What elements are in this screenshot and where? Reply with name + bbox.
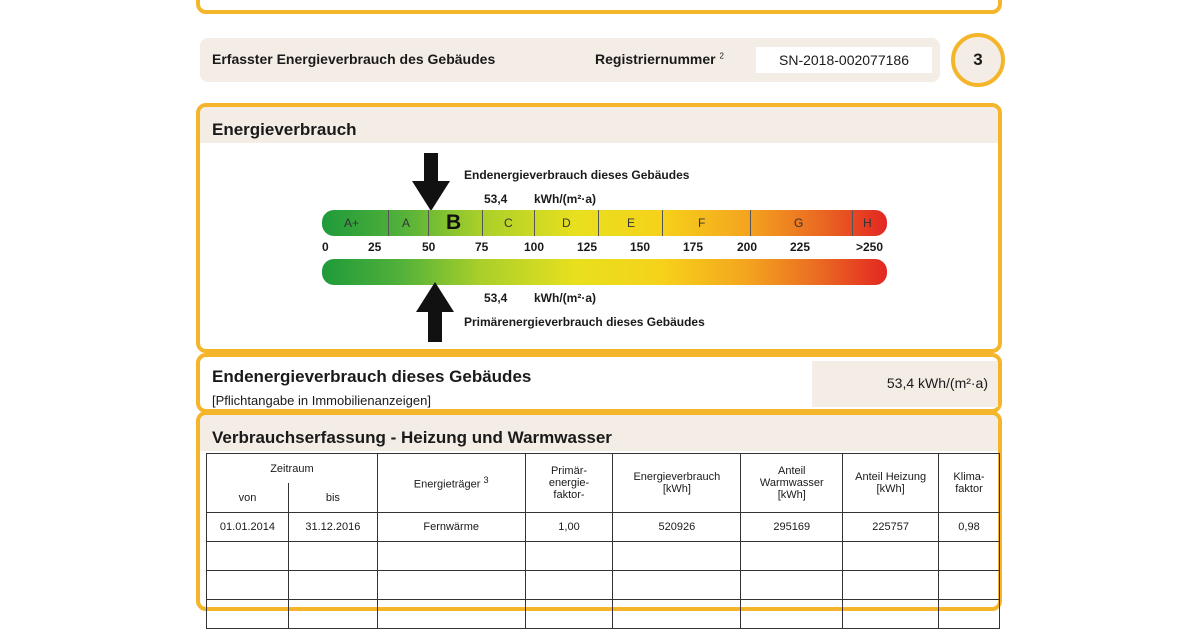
empty-cell	[377, 571, 525, 600]
end-energy-arrow-icon	[412, 153, 450, 211]
class-label: D	[562, 216, 571, 230]
end-energy-label: Endenergieverbrauch dieses Gebäudes	[464, 168, 690, 182]
class-label: A	[402, 216, 411, 230]
empty-cell	[939, 542, 1000, 571]
empty-cell	[613, 571, 741, 600]
empty-cell	[288, 571, 377, 600]
header-heating: Anteil Heizung [kWh]	[843, 454, 939, 513]
page-header	[200, 38, 940, 82]
empty-cell	[377, 600, 525, 629]
empty-cell	[613, 542, 741, 571]
class-divider	[428, 210, 429, 236]
primary-energy-arrow-icon	[416, 282, 454, 342]
table-row	[207, 513, 1000, 542]
empty-cell	[741, 571, 843, 600]
cell-carrier: Fernwärme	[377, 513, 525, 542]
consumption-table	[206, 453, 1000, 629]
empty-cell	[613, 600, 741, 629]
section-header	[200, 107, 998, 143]
class-divider	[750, 210, 751, 236]
cell-from: 01.01.2014	[207, 513, 289, 542]
class-divider	[534, 210, 535, 236]
empty-cell	[843, 542, 939, 571]
header-from: von	[207, 483, 289, 513]
empty-cell	[525, 542, 613, 571]
empty-cell	[288, 600, 377, 629]
scale-tick: 175	[683, 240, 704, 254]
empty-cell	[939, 600, 1000, 629]
cell-to: 31.12.2016	[288, 513, 377, 542]
scale-tick: 50	[422, 240, 436, 254]
registration-footnote: 2	[719, 51, 724, 61]
class-label: A+	[344, 216, 360, 230]
end-energy-summary-section	[196, 353, 1002, 413]
scale-tick: 200	[737, 240, 758, 254]
table-row	[207, 571, 1000, 600]
cell-climate-factor: 0,98	[939, 513, 1000, 542]
active-class-label: B	[446, 211, 462, 234]
cell-heating: 225757	[843, 513, 939, 542]
scale-tick: >250	[856, 240, 884, 254]
class-divider	[852, 210, 853, 236]
empty-cell	[939, 571, 1000, 600]
energy-class-scale	[322, 210, 887, 236]
scale-tick: 75	[475, 240, 489, 254]
empty-cell	[843, 600, 939, 629]
empty-cell	[207, 542, 289, 571]
end-energy-value: 53,4	[484, 192, 508, 206]
header-to: bis	[288, 483, 377, 513]
empty-cell	[843, 571, 939, 600]
header-climate-factor: Klima- faktor	[939, 454, 1000, 513]
empty-cell	[741, 600, 843, 629]
primary-energy-scale	[322, 259, 887, 285]
header-consumption: Energieverbrauch [kWh]	[613, 454, 741, 513]
primary-energy-unit: kWh/(m²·a)	[534, 291, 596, 305]
previous-section-frame	[196, 0, 1002, 14]
empty-cell	[741, 542, 843, 571]
consumption-recording-section	[196, 411, 1002, 611]
header-primary-factor: Primär- energie- faktor-	[525, 454, 613, 513]
scale-tick: 125	[577, 240, 598, 254]
class-label: C	[504, 216, 513, 230]
empty-cell	[377, 542, 525, 571]
page-number-badge: 3	[951, 33, 1005, 87]
empty-cell	[525, 571, 613, 600]
registration-label: Registriernummer $^2$	[595, 51, 724, 67]
scale-tick: 150	[630, 240, 651, 254]
cell-primary-factor: 1,00	[525, 513, 613, 542]
header-period: Zeitraum	[207, 454, 378, 484]
class-label: G	[794, 216, 804, 230]
primary-energy-label: Primärenergieverbrauch dieses Gebäudes	[464, 315, 705, 329]
primary-energy-value: 53,4	[484, 291, 508, 305]
class-label: H	[863, 216, 872, 230]
scale-tick: 25	[368, 240, 382, 254]
page-title: Erfasster Energieverbrauch des Gebäudes	[212, 51, 496, 67]
class-divider	[598, 210, 599, 236]
cell-warm-water: 295169	[741, 513, 843, 542]
empty-cell	[288, 542, 377, 571]
scale-tick: 225	[790, 240, 811, 254]
scale-tick: 0	[322, 240, 329, 254]
section-title: Verbrauchserfassung - Heizung und Warmwasser	[212, 428, 612, 447]
table-row	[207, 600, 1000, 629]
summary-subtitle: [Pflichtangabe in Immobilienanzeigen]	[212, 393, 431, 408]
class-label: E	[627, 216, 636, 230]
header-warm-water: Anteil Warmwasser [kWh]	[741, 454, 843, 513]
table-row	[207, 542, 1000, 571]
class-divider	[662, 210, 663, 236]
summary-value: 53,4 kWh/(m²·a)	[886, 375, 988, 391]
registration-number: SN-2018-002077186	[756, 47, 932, 73]
class-divider	[482, 210, 483, 236]
scale-tick: 100	[524, 240, 545, 254]
section-header	[200, 415, 998, 451]
summary-title: Endenergieverbrauch dieses Gebäudes	[212, 367, 532, 386]
empty-cell	[207, 571, 289, 600]
empty-cell	[525, 600, 613, 629]
section-title: Energieverbrauch	[212, 120, 357, 139]
class-label: F	[698, 216, 706, 230]
empty-cell	[207, 600, 289, 629]
summary-value-box	[812, 361, 998, 407]
energy-consumption-section	[196, 103, 1002, 353]
end-energy-unit: kWh/(m²·a)	[534, 192, 596, 206]
header-energy-carrier: Energieträger $^3$	[377, 454, 525, 513]
cell-consumption: 520926	[613, 513, 741, 542]
class-divider	[388, 210, 389, 236]
